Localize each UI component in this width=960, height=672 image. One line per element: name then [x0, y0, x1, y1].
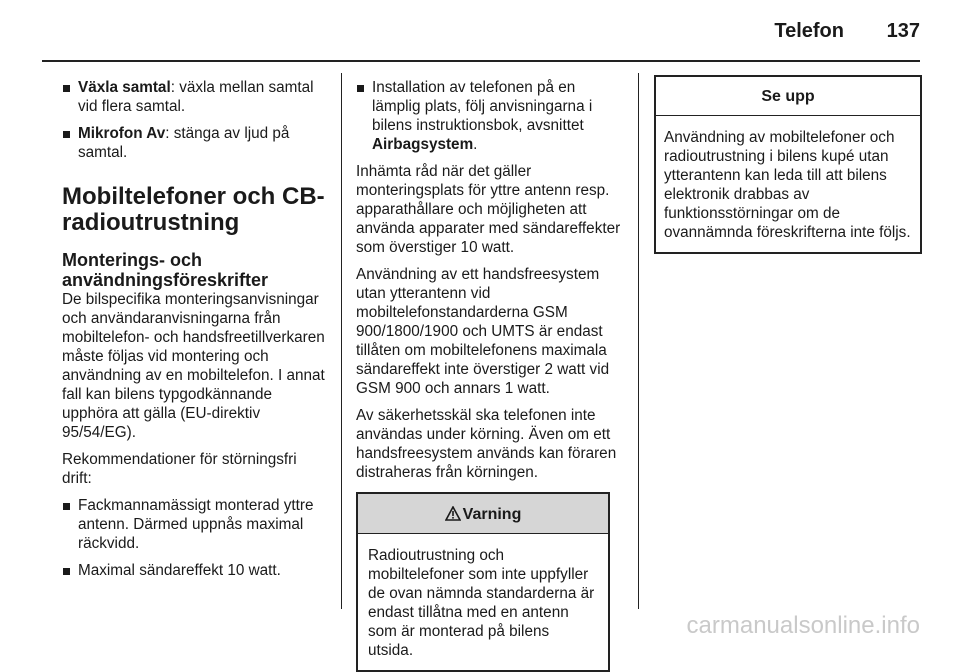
section-title: Telefon	[774, 20, 844, 42]
paragraph: Av säkerhetsskäl ska telefonen inte användas under körning. Även om ett handsfreesystem används kan föraren distraheras från körningen.	[356, 407, 617, 481]
warning-header: Varning	[358, 494, 608, 534]
caution-text: Användning av mobiltelefoner och radioutrustning i bilens kupé utan ytterantenn kan leda till att bilens elektronik drabbas av funktionsstörningar om de ovannämnda föreskrifterna inte följs.	[664, 129, 911, 241]
subsection-heading: Monterings- och användningsföreskrifter	[62, 250, 269, 290]
column-left	[62, 78, 330, 588]
warning-box	[356, 492, 610, 672]
warning-icon	[445, 506, 461, 526]
column-divider	[638, 73, 639, 609]
list-item: Växla samtal: växla mellan samtal vid flera samtal.	[62, 78, 330, 116]
bullet-icon	[63, 131, 70, 138]
paragraph: Inhämta råd när det gäller monteringsplats för yttre antenn resp. apparathållare och möjligheten att använda apparater med sändareffekter som överstiger 10 watt.	[356, 163, 621, 256]
list-item: Maximal sändareffekt 10 watt.	[62, 561, 330, 580]
page-header	[0, 0, 960, 60]
list-item: Fackmannamässigt monterad yttre antenn. Därmed uppnås maximal räckvidd.	[62, 496, 330, 553]
column-middle	[356, 78, 626, 672]
bullet-icon	[63, 568, 70, 575]
page-number: 137	[886, 20, 920, 42]
header-rule	[42, 60, 920, 62]
caution-header: Se upp	[656, 77, 920, 116]
bullet-icon	[63, 503, 70, 510]
paragraph: Rekommendationer för störningsfri drift:	[62, 451, 297, 487]
bullet-icon	[357, 85, 364, 92]
list-item: Installation av telefonen på en lämplig plats, följ anvisningarna i bilens instruktionsbok, avsnittet Airbagsystem.	[356, 78, 626, 154]
warning-text: Radioutrustning och mobiltelefoner som inte uppfyller de ovan nämnda standarderna är endast tillåtna med en antenn som är monterad på bilens utsida.	[368, 547, 595, 659]
watermark: carmanualsonline.info	[686, 612, 920, 639]
paragraph: De bilspecifika monteringsanvisningar och användaranvisningarna från mobiltelefon- och handsfreetillverkaren måste följas vid montering och användning av en mobiltelefon. I annat fall kan bilens typgodkännande upphöra att gälla (EU-direktiv 95/54/EG).	[62, 291, 325, 441]
bullet-icon	[63, 85, 70, 92]
column-divider	[341, 73, 342, 609]
paragraph: Användning av ett handsfreesystem utan ytterantenn vid mobiltelefonstandarderna GSM 900/1800/1900 och UMTS är endast tillåten om mobiltelefonens maximala sändareffekt inte överstiger 2 watt vid GSM 900 och annars 1 watt.	[356, 266, 610, 397]
caution-box	[654, 75, 922, 254]
list-item: Mikrofon Av: stänga av ljud på samtal.	[62, 124, 330, 162]
section-heading: Mobiltelefoner och CB-radioutrustning	[62, 183, 325, 236]
